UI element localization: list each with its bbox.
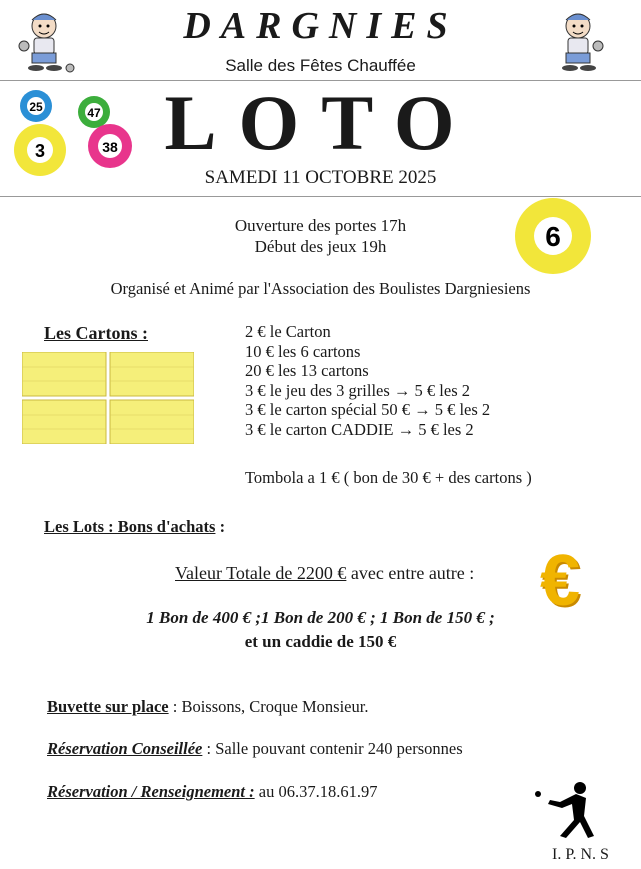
venue-name: Salle des Fêtes Chauffée [225, 56, 416, 75]
reservation-advised-label: Réservation Conseillée [47, 739, 203, 758]
reservation-info-line [47, 782, 377, 802]
reservation-advised-text: : Salle pouvant contenir 240 personnes [202, 739, 463, 758]
price-list [245, 322, 490, 439]
lots-heading: Les Lots : Bons d'achats [44, 517, 216, 536]
reservation-info-label: Réservation / Renseignement : [47, 782, 255, 801]
total-value-line [175, 563, 474, 584]
ball-label: 47 [87, 106, 101, 120]
lots-heading-line [44, 517, 225, 537]
event-date: SAMEDI 11 OCTOBRE 2025 [204, 167, 437, 188]
event-title: LOTO [164, 79, 477, 166]
tombola-line: Tombola a 1 € ( bon de 30 € + des cartons ) [245, 468, 532, 487]
petanque-player-silhouette [530, 780, 610, 842]
buvette-text: : Boissons, Croque Monsieur. [168, 697, 369, 716]
organizer-line: Organisé et Animé par l'Association des Boulistes Dargniesiens [110, 279, 531, 298]
bonds-line-2: et un caddie de 150 € [244, 632, 397, 651]
price-item: 2 € le Carton [245, 322, 331, 341]
price-item: 20 € les 13 cartons [245, 361, 369, 380]
cartons-heading: Les Cartons : [44, 323, 148, 343]
buvette-line [47, 697, 368, 717]
ball-label: 3 [34, 141, 46, 161]
town-name: DARGNIES [183, 5, 458, 47]
price-item: 3 € le jeu des 3 grilles → 5 € les 2 [245, 380, 471, 400]
price-item: 3 € le carton spécial 50 € → 5 € les 2 [245, 400, 491, 419]
loto-ball-six [508, 196, 598, 276]
ball-label: 38 [102, 139, 118, 155]
lots-heading-suffix: : [215, 517, 226, 536]
carton-grid-image [22, 352, 194, 444]
ball-label: 6 [545, 221, 561, 252]
bonds-line-1: 1 Bon de 400 € ;1 Bon de 200 € ; 1 Bon de 150 € ; [146, 608, 495, 627]
ipns-footer: I. P. N. S [552, 846, 609, 863]
buvette-label: Buvette sur place [47, 697, 169, 716]
doors-opening: Ouverture des portes 17h [234, 216, 407, 235]
total-value-suffix: avec entre autre : [346, 563, 475, 583]
euro-icon: € [540, 541, 581, 621]
reservation-advised-line [47, 739, 463, 759]
ball-label: 25 [29, 100, 43, 114]
total-value: Valeur Totale de 2200 € [175, 563, 347, 583]
reservation-info-text: au 06.37.18.61.97 [254, 782, 378, 801]
price-item: 3 € le carton CADDIE → 5 € les 2 [245, 419, 474, 439]
games-start: Début des jeux 19h [254, 237, 387, 256]
price-item: 10 € les 6 cartons [245, 341, 361, 361]
